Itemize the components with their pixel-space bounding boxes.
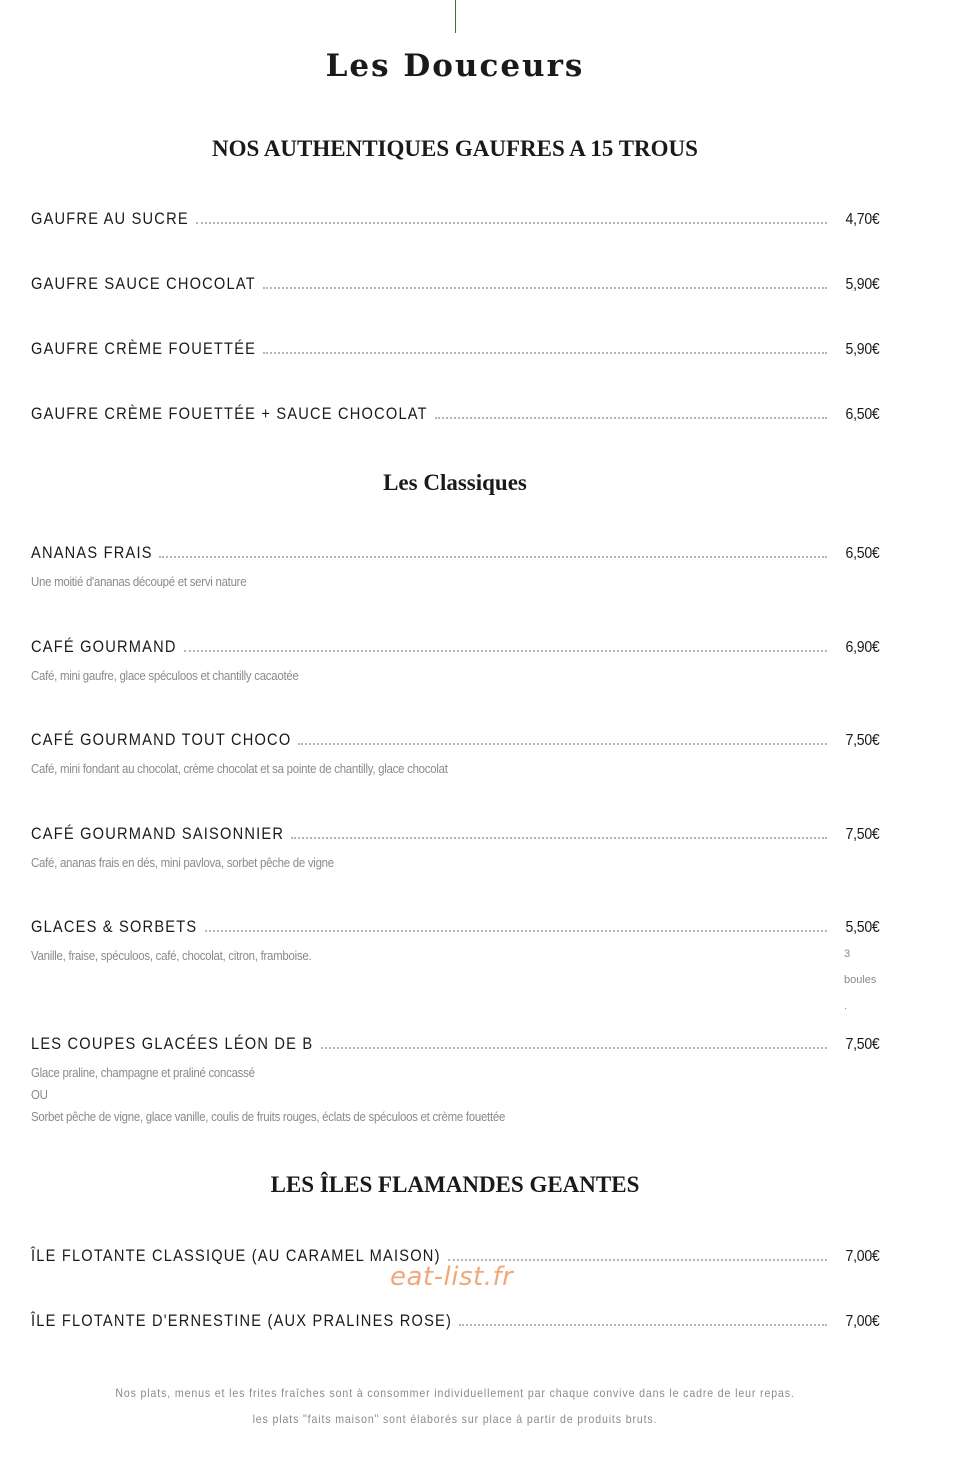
footer-note-line-1: Nos plats, menus et les frites fraîches sont à consommer individuellement par chaque convive dans le cadre de leur repas. bbox=[115, 1386, 795, 1400]
menu-item bbox=[31, 205, 879, 229]
description-line: OU bbox=[31, 1087, 48, 1102]
item-description bbox=[31, 1062, 777, 1128]
item-name: GLACES & SORBETS bbox=[31, 917, 198, 936]
item-price: 4,70€ bbox=[845, 211, 880, 228]
dot-leader bbox=[205, 930, 827, 932]
item-price: 6,90€ bbox=[845, 639, 880, 656]
item-name: CAFÉ GOURMAND bbox=[31, 637, 177, 656]
item-price: 7,50€ bbox=[845, 1036, 880, 1053]
item-price: 7,00€ bbox=[845, 1248, 880, 1265]
item-name: ÎLE FLOTANTE D'ERNESTINE (AUX PRALINES ROSE) bbox=[31, 1311, 453, 1330]
dot-leader bbox=[321, 1047, 827, 1049]
item-price: 5,50€ bbox=[845, 919, 880, 936]
menu-item bbox=[31, 913, 880, 1012]
item-name: GAUFRE AU SUCRE bbox=[31, 209, 189, 228]
item-name: CAFÉ GOURMAND SAISONNIER bbox=[31, 824, 285, 843]
dot-leader bbox=[196, 222, 827, 224]
item-price: 7,50€ bbox=[845, 826, 880, 843]
menu-item bbox=[31, 820, 879, 874]
item-price: 7,00€ bbox=[845, 1313, 880, 1330]
menu-item bbox=[31, 270, 879, 294]
page-title: Les Douceurs bbox=[325, 48, 585, 84]
description-line: Sorbet pêche de vigne, glace vanille, coulis de fruits rouges, éclats de spéculoos et crème fouettée bbox=[31, 1109, 506, 1124]
price-note bbox=[841, 941, 879, 1019]
item-price: 5,90€ bbox=[845, 341, 880, 358]
description-line: Glace praline, champagne et praliné concassé bbox=[31, 1065, 255, 1080]
item-name: GAUFRE SAUCE CHOCOLAT bbox=[31, 274, 256, 293]
item-price: 5,90€ bbox=[845, 276, 880, 293]
section-title-gaufres: NOS AUTHENTIQUES GAUFRES A 15 TROUS bbox=[212, 136, 698, 161]
item-name: LES COUPES GLACÉES LÉON DE B bbox=[31, 1034, 314, 1053]
dot-leader bbox=[459, 1324, 827, 1326]
item-name: ANANAS FRAIS bbox=[31, 543, 153, 562]
menu-item bbox=[31, 633, 879, 687]
top-divider bbox=[455, 0, 456, 33]
menu-item bbox=[31, 335, 879, 359]
dot-leader bbox=[448, 1259, 827, 1261]
menu-item bbox=[31, 1307, 879, 1331]
dot-leader bbox=[298, 743, 827, 745]
dot-leader bbox=[263, 352, 827, 354]
item-description: Café, mini fondant au chocolat, crème chocolat et sa pointe de chantilly, glace chocolat bbox=[31, 761, 448, 776]
dot-leader bbox=[263, 287, 827, 289]
menu-item bbox=[31, 400, 879, 424]
dot-leader bbox=[184, 650, 827, 652]
menu-item bbox=[31, 539, 879, 593]
item-name: ÎLE FLOTANTE CLASSIQUE (AU CARAMEL MAISON) bbox=[31, 1246, 441, 1265]
menu-item bbox=[31, 1030, 879, 1128]
section-title-classiques: Les Classiques bbox=[383, 470, 527, 495]
item-description: Café, ananas frais en dés, mini pavlova, sorbet pêche de vigne bbox=[31, 855, 334, 870]
item-description: Café, mini gaufre, glace spéculoos et chantilly cacaotée bbox=[31, 668, 299, 683]
item-name: GAUFRE CRÈME FOUETTÉE bbox=[31, 339, 257, 358]
footer-note-line-2: les plats "faits maison" sont élaborés sur place à partir de produits bruts. bbox=[252, 1412, 658, 1426]
menu-item bbox=[31, 726, 879, 780]
item-price: 6,50€ bbox=[845, 545, 880, 562]
watermark: eat-list.fr bbox=[390, 1262, 514, 1292]
item-price: 6,50€ bbox=[845, 406, 880, 423]
item-description: Vanille, fraise, spéculoos, café, chocolat, citron, framboise. bbox=[31, 948, 312, 963]
item-description: Une moitié d'ananas découpé et servi nature bbox=[31, 574, 247, 589]
price-note-count: 3 bbox=[844, 948, 851, 960]
item-name: CAFÉ GOURMAND TOUT CHOCO bbox=[31, 730, 292, 749]
dot-leader bbox=[435, 417, 827, 419]
dot-leader bbox=[291, 837, 827, 839]
dot-leader bbox=[159, 556, 827, 558]
item-name: GAUFRE CRÈME FOUETTÉE + SAUCE CHOCOLAT bbox=[31, 404, 428, 423]
price-note-unit: boules . bbox=[844, 974, 877, 1012]
section-title-iles: LES ÎLES FLAMANDES GEANTES bbox=[270, 1172, 640, 1197]
item-price: 7,50€ bbox=[845, 732, 880, 749]
